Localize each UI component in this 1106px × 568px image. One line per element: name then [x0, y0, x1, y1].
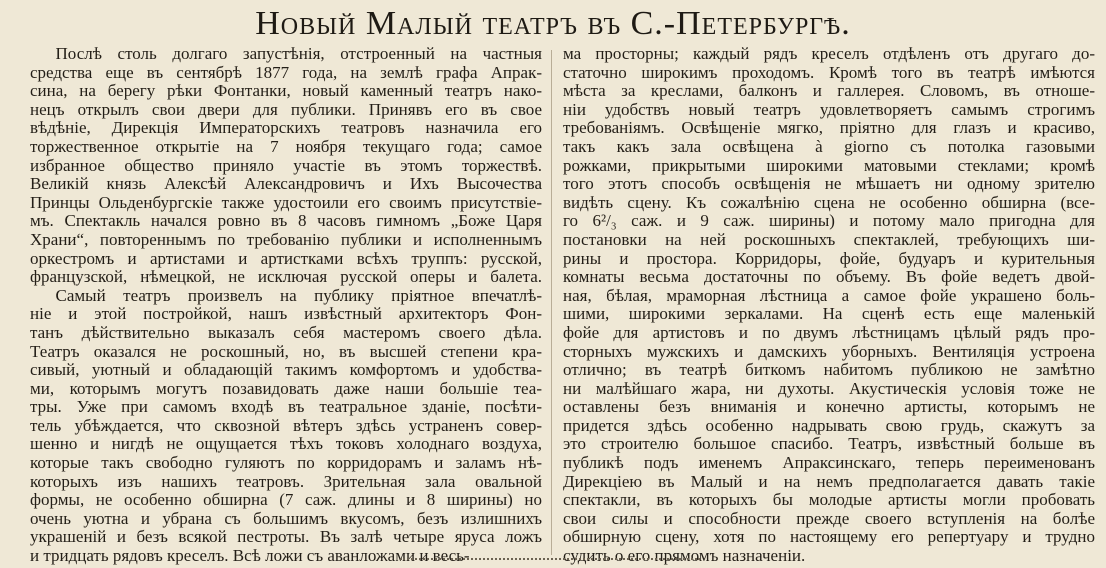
text-line: требованіямъ. Освѣщеніе мягко, пріятно для глазъ и красиво, — [563, 119, 1095, 138]
text-line: отлично; въ театрѣ биткомъ набитомъ публикою не замѣтно — [563, 361, 1095, 380]
text-line: того этотъ способъ освѣщенія не мѣшаетъ ни одному зрителю — [563, 175, 1095, 194]
text-line: сина, на берегу рѣки Фонтанки, новый каменный театръ нако- — [30, 82, 542, 101]
text-line: мѣста за креслами, балконъ и галлерея. Словомъ, въ отноше- — [563, 82, 1095, 101]
text-line: Послѣ столь долгаго запустѣнія, отстроенный на частныя — [30, 45, 542, 63]
text-line: нецъ открылъ свои двери для публики. Принявъ его въ свое — [30, 100, 542, 119]
text-line: танъ дѣйствительно выказалъ себя мастеромъ своего дѣла. — [30, 323, 542, 342]
text-line: ма просторны; каждый рядъ креселъ отдѣленъ отъ другаго до- — [563, 45, 1095, 63]
text-line: видѣть сцену. Къ сожалѣнію сцена не особенно обширна (все- — [563, 193, 1095, 212]
column-divider — [551, 50, 552, 555]
text-line: ніи удобствъ новый театръ удовлетворяетъ самымъ строгимъ — [563, 100, 1095, 119]
text-line: придется здѣсь особенно надрывать свою грудь, скажутъ за — [563, 416, 1095, 435]
text-line: ни малѣйшаго жара, ни духоты. Акустическія условія тоже не — [563, 379, 1095, 398]
text-line: ми, которымъ могутъ позавидовать даже наши большіе теа- — [30, 379, 542, 398]
text-line: средства еще въ сентябрѣ 1877 года, на землѣ графа Апрак- — [30, 63, 542, 82]
text-line: торжественное открытіе на 7 ноября текущаго года; самое — [30, 137, 542, 156]
text-line: Дирекціею въ Малый и на немъ предполагается давать такіе — [563, 472, 1095, 491]
text-line: рожками, прикрытыми широкими матовыми стеклами; кромѣ — [563, 156, 1095, 175]
text-line: сторныхъ мужскихъ и дамскихъ уборныхъ. Вентиляція устроена — [563, 342, 1095, 361]
text-line: это строителю большое спасибо. Театръ, извѣстный больше въ — [563, 435, 1095, 454]
text-line: украшеній и безъ всякой пестроты. Въ залѣ четыре яруса ложъ — [30, 528, 542, 547]
text-line: Принцы Ольденбургскіе также удостоили его своимъ присутствіе- — [30, 193, 542, 212]
text-line: шими, широкими зеркалами. На сценѣ есть еще маленькій — [563, 305, 1095, 324]
right-column — [563, 45, 1095, 566]
text-line: ная, бѣлая, мраморная лѣстница а самое фойе украшено боль- — [563, 286, 1095, 305]
text-line: фойе для артистовъ и по двумъ лѣстницамъ цѣлый рядъ про- — [563, 323, 1095, 342]
text-line: судить о его прямомъ назначеніи. — [563, 547, 806, 566]
text-line: такъ какъ зала освѣщена à giorno съ потолка газовыми — [563, 137, 1095, 156]
text-line: комнаты весьма достаточны по объему. Въ фойе ведетъ двой- — [563, 268, 1095, 287]
text-line: шенно и нигдѣ не ощущается тѣхъ токовъ холоднаго воздуха, — [30, 435, 542, 454]
text-line: обширную сцену, хотя по настоящему его репертуару и трудно — [563, 528, 1095, 547]
text-line: го 6²/₃ саж. и 9 саж. ширины) и потому мало пригодна для — [563, 212, 1095, 231]
text-line: статочно широкимъ проходомъ. Кромѣ того въ театрѣ имѣются — [563, 63, 1095, 82]
article-title: Новый Малый театръ въ С.-Петербургѣ. — [255, 5, 851, 42]
text-line: сивый, уютный и обладающій такимъ комфортомъ и удобства- — [30, 361, 542, 380]
text-line: оставлены безъ вниманія и конечно артисты, которымъ не — [563, 398, 1095, 417]
text-line: ніе и этой постройкой, нашъ извѣстный архитекторъ Фон- — [30, 305, 542, 324]
text-line: Театръ оказался не роскошный, но, въ высшей степени кра- — [30, 342, 542, 361]
footer-ornament — [400, 558, 700, 568]
text-line: французской, нѣмецкой, не исключая русской оперы и балета. — [30, 268, 542, 287]
text-line: вѣдѣніе, Дирекція Императорскихъ театровъ назначила его — [30, 119, 542, 138]
text-line: и тридцать рядовъ креселъ. Всѣ ложи съ аванложами и весь- — [30, 547, 470, 566]
text-line: оркестромъ и артистами и артистками всѣхъ труппъ: русской, — [30, 249, 542, 268]
text-line: спектакли, въ которыхъ бы молодые артисты могли пробовать — [563, 491, 1095, 510]
text-line: которыхъ изъ нашихъ театровъ. Зрительная зала овальной — [30, 472, 542, 491]
left-column — [30, 45, 542, 566]
text-line: избранное общество приняло участіе въ этомъ торжествѣ. — [30, 156, 542, 175]
text-line: публикѣ подъ именемъ Апраксинскаго, теперь переименованъ — [563, 454, 1095, 473]
text-line: тры. Уже при самомъ входѣ въ театральное зданіе, посѣти- — [30, 398, 542, 417]
text-line: формы, не особенно обширна (7 саж. длины и 8 ширины) но — [30, 491, 542, 510]
text-line: Великій князь Алексѣй Александровичъ и Ихъ Высочества — [30, 175, 542, 194]
text-line: мъ. Спектакль начался ровно въ 8 часовъ гимномъ „Боже Царя — [30, 212, 542, 231]
text-line: рины и простора. Корридоры, фойе, будуаръ и курительныя — [563, 249, 1095, 268]
text-line: постановки на ней роскошныхъ спектаклей, требующихъ ши- — [563, 230, 1095, 249]
text-line: свои силы и способности прежде своего вступленія на болѣе — [563, 509, 1095, 528]
text-line: Самый театръ произвелъ на публику пріятное впечатлѣ- — [30, 286, 542, 305]
text-line: тель убѣждается, что сквозной вѣтеръ здѣсь устраненъ совер- — [30, 416, 542, 435]
text-line: которые такъ свободно гуляютъ по корридорамъ и заламъ нѣ- — [30, 454, 542, 473]
text-line: Храни“, повтореннымъ по требованію публики и исполненнымъ — [30, 230, 542, 249]
text-line: очень уютна и убрана съ большимъ вкусомъ, безъ излишнихъ — [30, 509, 542, 528]
